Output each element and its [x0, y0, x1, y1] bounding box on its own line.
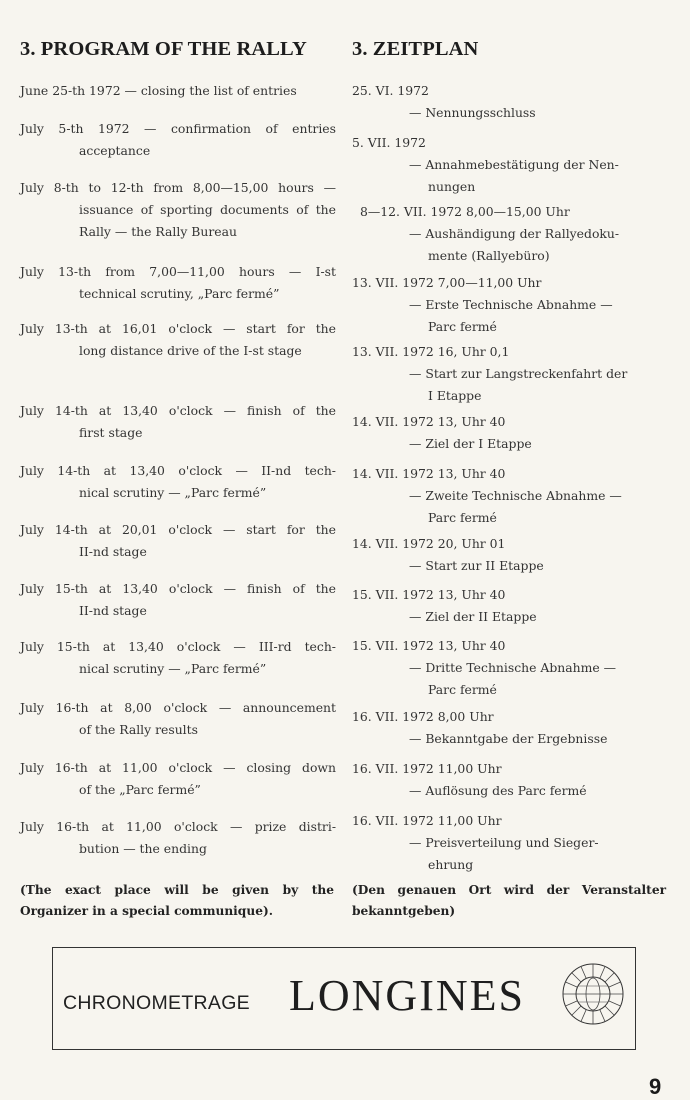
english-note: (The exact place will be given by the Organizer in a special communique). — [20, 883, 334, 918]
german-entry: 13. VII. 1972 7,00—11,00 Uhr — Erste Technische Abnahme — Parc fermé — [352, 275, 613, 334]
german-heading: 3. ZEITPLAN — [352, 38, 479, 60]
german-entry: 15. VII. 1972 13, Uhr 40 — Ziel der II Etappe — [352, 587, 537, 624]
english-entry: July 13-th at 16,01 o'clock — start for the long distance drive of the I-st stage — [20, 321, 336, 358]
english-entry: July 15-th at 13,40 o'clock — III-rd tech- nical scrutiny — „Parc fermé” — [20, 639, 336, 676]
english-heading: 3. PROGRAM OF THE RALLY — [20, 38, 307, 60]
english-entry: July 5-th 1972 — confirmation of entries acceptance — [20, 121, 336, 158]
german-entry: 13. VII. 1972 16, Uhr 0,1 — Start zur Langstreckenfahrt der I Etappe — [352, 344, 628, 403]
brand-wordmark: LONGINES — [289, 971, 525, 1020]
german-entry: 16. VII. 1972 11,00 Uhr — Auflösung des Parc fermé — [352, 761, 587, 798]
german-entry: 5. VII. 1972 — Annahmebestätigung der Nen- nungen — [352, 135, 619, 194]
english-entry: July 14-th at 13,40 o'clock — II-nd tech- nical scrutiny — „Parc fermé” — [20, 463, 336, 500]
page-number: 9 — [649, 1074, 662, 1099]
chronometrage-label: CHRONOMETRAGE — [63, 992, 250, 1014]
german-entry: 8—12. VII. 1972 8,00—15,00 Uhr — Aushändigung der Rallyedoku- mente (Rallyebüro) — [360, 204, 620, 263]
german-entry: 14. VII. 1972 13, Uhr 40 — Ziel der I Etappe — [352, 414, 532, 451]
english-entry: July 14-th at 20,01 o'clock — start for the II-nd stage — [20, 522, 336, 559]
german-entry: 25. VI. 1972 — Nennungsschluss — [352, 83, 536, 120]
german-entry: 16. VII. 1972 11,00 Uhr — Preisverteilung und Sieger- ehrung — [352, 813, 599, 872]
english-entry: July 16-th at 8,00 o'clock — announcement of the Rally results — [20, 700, 336, 737]
longines-globe-emblem-icon — [561, 962, 625, 1026]
english-entry: July 14-th at 13,40 o'clock — finish of the first stage — [20, 403, 336, 440]
english-entry: July 15-th at 13,40 o'clock — finish of the II-nd stage — [20, 581, 336, 618]
english-entry: July 16-th at 11,00 o'clock — closing down of the „Parc fermé” — [20, 760, 336, 797]
english-entry: July 16-th at 11,00 o'clock — prize distri- bution — the ending — [20, 819, 336, 856]
german-entry: 14. VII. 1972 20, Uhr 01 — Start zur II Etappe — [352, 536, 544, 573]
longines-banner — [52, 947, 636, 1050]
german-note: (Den genauen Ort wird der Veranstalter bekanntgeben) — [352, 883, 666, 918]
german-entry: 14. VII. 1972 13, Uhr 40 — Zweite Technische Abnahme — Parc fermé — [352, 466, 622, 525]
german-entry: 16. VII. 1972 8,00 Uhr — Bekanntgabe der Ergebnisse — [352, 709, 608, 746]
english-entry: June 25-th 1972 — closing the list of entries — [20, 83, 297, 98]
english-entry: July 8-th to 12-th from 8,00—15,00 hours — issuance of sporting documents of the Rally — the Rally Bureau — [20, 180, 336, 239]
english-entry: July 13-th from 7,00—11,00 hours — I-st technical scrutiny, „Parc fermé” — [20, 264, 336, 301]
german-entry: 15. VII. 1972 13, Uhr 40 — Dritte Technische Abnahme — Parc fermé — [352, 638, 617, 697]
